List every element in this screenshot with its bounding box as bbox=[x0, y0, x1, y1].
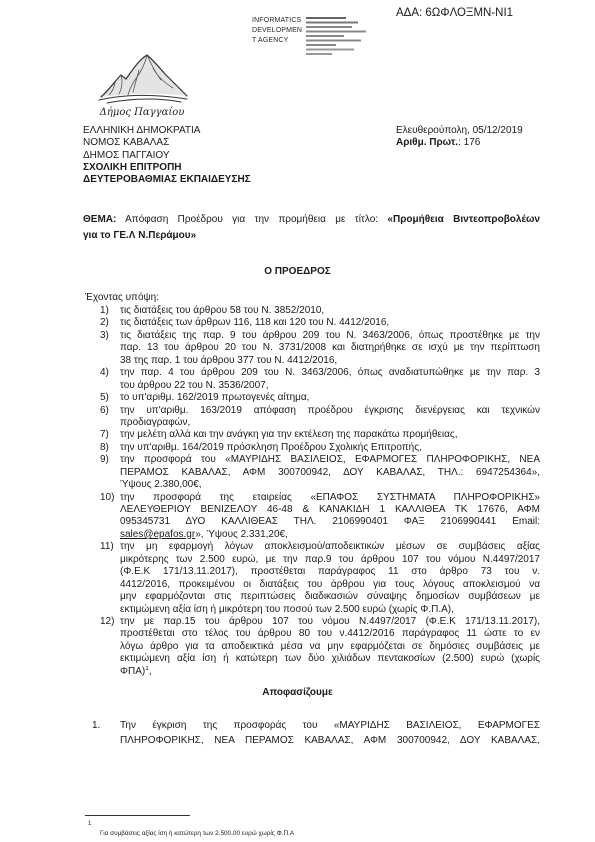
municipality-logo bbox=[95, 50, 190, 120]
footnote-number: 1 bbox=[88, 821, 92, 827]
text-segment: , bbox=[148, 665, 152, 677]
stamp-text-mark bbox=[306, 44, 336, 46]
text-line: λόγω άρθρο για τα αποδεικτικά μέσα να μην εφαρμόζεται σε δημόσιες συμβάσεις με bbox=[120, 640, 540, 652]
text-segment: ΦΠΑ) bbox=[120, 665, 146, 677]
text-line: 095345731 ΔΥΟ ΚΑΛΛΙΘΕΑΣ ΤΗΛ. 2106990401 ΦΑΞ 2106990441 Email: bbox=[120, 516, 540, 528]
item-number: 4) bbox=[100, 367, 109, 379]
decision-heading: Αποφασίζουμε bbox=[262, 687, 333, 698]
item-number: 5) bbox=[100, 392, 109, 404]
item-number: 3) bbox=[100, 329, 109, 341]
text-line: τις διατάξεις του άρθρου 58 του Ν. 3852/2010, bbox=[120, 305, 325, 316]
subject-title: «Προμήθεια Βιντεοπροβολέων bbox=[387, 214, 540, 225]
subject-title-line: για το ΓΕ.Λ Ν.Περάμου» bbox=[83, 230, 197, 241]
mountains-fill bbox=[101, 55, 187, 97]
subject-block bbox=[83, 212, 540, 244]
text-line: ΛΕΛΕΥΘΕΡΙΟΥ ΒΕΝΙΖΕΛΟΥ 46-48 & ΚΑΝΑΚΙΔΗ 1 ΚΑΛΛΙΘΕΑ ΤΚ 17676, ΑΦΜ bbox=[120, 504, 540, 515]
item-number: 1) bbox=[100, 305, 109, 316]
footnote-text: Για συμβάσεις αξίας ίση ή κατώτερη των 2.500,00 ευρώ χωρίς Φ.Π.Α bbox=[100, 830, 295, 837]
signature-stamp-text-marks bbox=[306, 15, 374, 59]
text-line: παρ. 13 του άρθρου 20 του Ν. 3731/2008 και διατηρήθηκε σε ισχύ με την περίπτωση bbox=[120, 342, 540, 354]
item-number: 7) bbox=[100, 429, 109, 441]
stamp-text-mark bbox=[306, 31, 366, 33]
subject-line bbox=[83, 212, 540, 228]
list-item bbox=[100, 317, 540, 329]
text-line: την προσφορά του «ΜΑΥΡΙΔΗΣ ΒΑΣΙΛΕΙΟΣ, ΕΦΑΡΜΟΓΕΣ ΠΛΗΡΟΦΟΡΙΚΗΣ, ΝΕΑ bbox=[120, 454, 540, 466]
agency-line: T AGENCY bbox=[252, 37, 289, 44]
considerations-list bbox=[100, 305, 540, 678]
item-number: 1. bbox=[92, 720, 101, 731]
agency-line: INFORMATICS bbox=[252, 17, 302, 24]
logo-caption: Δήμος Παγγαίου bbox=[99, 107, 185, 118]
text-line: μικρότερης των 2.500 ευρώ, με την παρ.9 του άρθρου 107 του νόμου Ν.4497/2017 bbox=[120, 553, 540, 565]
item-number: 8) bbox=[100, 441, 109, 453]
ada-code: ΑΔΑ: 6ΩΦΛΟΞΜΝ-ΝΙ1 bbox=[396, 7, 514, 19]
text-line: το υπ'αριθμ. 162/2019 πρωτογενές αίτημα, bbox=[120, 392, 310, 404]
list-item bbox=[100, 492, 540, 542]
text-line: μην εφαρμόζονται στις περιπτώσεις διαδικασιών σύναψης δημοσίων συμβάσεων με bbox=[120, 591, 540, 603]
text-line: του άρθρου 22 του Ν. 3536/2007, bbox=[120, 379, 269, 391]
list-item bbox=[100, 392, 540, 404]
text-line: την με παρ.15 του άρθρου 107 του νόμου Ν.4497/2017 (Φ.Ε.Κ 171/13.11.2017), bbox=[120, 615, 540, 627]
email-link[interactable]: sales@epafos.gr bbox=[120, 528, 196, 540]
stamp-text-mark bbox=[306, 17, 346, 19]
protocol-value: : 176 bbox=[458, 137, 481, 149]
text-line: την μελέτη αλλά και την ανάγκη για την εκτέλεση της παρακάτω προμήθειας, bbox=[120, 429, 458, 441]
issuer-line: ΔΕΥΤΕΡΟΒΑΘΜΙΑΣ ΕΚΠΑΙΔΕΥΣΗΣ bbox=[83, 174, 251, 186]
footnote-separator bbox=[85, 815, 190, 816]
text-line: την υπ'αριθμ. 163/2019 απόφαση προέδρου έγκρισης διενέργειας και τεχνικών bbox=[120, 404, 540, 416]
protocol-number bbox=[396, 137, 523, 149]
text-line: Την έγκριση της προσφοράς του «ΜΑΥΡΙΔΗΣ ΒΑΣΙΛΕΙΟΣ, ΕΦΑΡΜΟΓΕΣ bbox=[120, 720, 540, 731]
text-line: την προσφορά της εταιρείας «ΕΠΑΦΟΣ ΣΥΣΤΗΜΑΤΑ ΠΛΗΡΟΦΟΡΙΚΗΣ» bbox=[120, 491, 540, 503]
stamp-text-mark bbox=[306, 35, 344, 37]
text-line: ΠΛΗΡΟΦΟΡΙΚΗΣ, ΝΕΑ ΠΕΡΑΜΟΣ ΚΑΒΑΛΑΣ, ΑΦΜ 300700942, ΔΟΥ ΚΑΒΑΛΑΣ, bbox=[120, 735, 540, 746]
text-line: 4412/2016, προκειμένου οι διατάξεις του άρθρου για τους λόγους αποκλεισμού να bbox=[120, 578, 540, 590]
president-heading: Ο ΠΡΟΕΔΡΟΣ bbox=[264, 266, 331, 277]
list-item bbox=[100, 367, 540, 392]
list-item bbox=[92, 718, 540, 748]
issuer-line: ΝΟΜΟΣ ΚΑΒΑΛΑΣ bbox=[83, 137, 170, 149]
item-number: 12) bbox=[100, 615, 115, 627]
date-protocol-block bbox=[396, 125, 523, 150]
stamp-text-mark bbox=[306, 26, 352, 28]
considerations-intro: Έχοντας υπόψη: bbox=[85, 292, 159, 303]
list-item bbox=[100, 305, 540, 317]
text-line: εκτιμώμενη αξία ίση ή κατώτερη των δύο χιλιάδων πεντακοσίων (2.500) ευρώ (χωρίς bbox=[120, 653, 540, 665]
protocol-label: Αριθμ. Πρωτ. bbox=[396, 137, 459, 149]
text-line: την υπ'αριθμ. 164/2019 πρόσκληση Προέδρου Σχολικής Επιτροπής, bbox=[120, 441, 422, 453]
stamp-text-mark bbox=[306, 22, 358, 24]
text-line: την μη εφαρμογή λόγων αποκλεισμού/αποδεικτικών μέσων σε συμβάσεις αξίας bbox=[120, 541, 540, 553]
subject-label: ΘΕΜΑ: bbox=[83, 214, 117, 225]
item-number: 2) bbox=[100, 317, 109, 329]
list-item bbox=[100, 541, 540, 616]
decision-list bbox=[92, 718, 540, 748]
text-line: Ύψους 2.380,00€, bbox=[120, 479, 202, 491]
issuer-line: ΕΛΛΗΝΙΚΗ ΔΗΜΟΚΡΑΤΙΑ bbox=[83, 125, 201, 136]
item-number: 9) bbox=[100, 454, 109, 466]
place-date: Ελευθερούπολη, 05/12/2019 bbox=[396, 125, 523, 136]
signature-stamp-agency bbox=[252, 16, 302, 46]
text-line: 38 της παρ. 1 του άρθρου 377 του Ν. 4412/2016, bbox=[120, 354, 338, 366]
text-segment: », Ύψους 2.331,20€, bbox=[195, 528, 288, 540]
text-line: τις διατάξεις της παρ. 9 του άρθρου 209 του Ν. 3463/2006, όπως προστέθηκε με την bbox=[120, 329, 540, 341]
list-item bbox=[100, 330, 540, 367]
list-item bbox=[100, 442, 540, 454]
list-item bbox=[100, 429, 540, 441]
text-line bbox=[120, 666, 540, 678]
stamp-text-mark bbox=[306, 49, 354, 51]
text-line: εκτιμώμενη αξία ίση ή μικρότερη του ποσού των 2.500 ευρώ (χωρίς Φ.Π.Α), bbox=[120, 603, 454, 615]
text-line: (Φ.Ε.Κ 171/13.11.2017), προστέθεται παράγραφος 11 στο άρθρο 73 του ν. bbox=[120, 566, 540, 578]
text-line: ΠΕΡΑΜΟΣ ΚΑΒΑΛΑΣ, ΑΦΜ 300700942, ΔΟΥ ΚΑΒΑΛΑΣ, ΤΗΛ.: 6947254364», bbox=[120, 466, 540, 478]
issuer-block bbox=[83, 125, 251, 186]
stamp-text-mark bbox=[306, 53, 332, 55]
text-line: προδιαγραφών, bbox=[120, 416, 191, 428]
logo-base-swoosh bbox=[99, 95, 187, 103]
issuer-line: ΔΗΜΟΣ ΠΑΓΓΑΙΟΥ bbox=[83, 149, 170, 161]
text-line bbox=[120, 529, 540, 541]
list-item bbox=[100, 616, 540, 678]
text-line: την παρ. 4 του άρθρου 209 του Ν. 3463/2006, όπως αναδιατυπώθηκε με την παρ. 3 bbox=[120, 367, 540, 379]
text-line: τις διατάξεις των άρθρων 116, 118 και 120 του Ν. 4412/2016, bbox=[120, 317, 390, 329]
footnote-reference: 1 bbox=[145, 665, 149, 672]
agency-line: DEVELOPMEN bbox=[252, 27, 303, 34]
item-number: 11) bbox=[100, 541, 114, 553]
subject-text: Απόφαση Προέδρου για την προμήθεια με τίτλο: bbox=[125, 214, 379, 225]
text-line: προστέθεται στο τέλος του άρθρου 80 του ν.4412/2016 παράγραφος 11 ώστε το εν bbox=[120, 628, 540, 640]
stamp-text-mark bbox=[306, 40, 361, 42]
item-number: 6) bbox=[100, 404, 109, 416]
list-item bbox=[100, 405, 540, 430]
item-number: 10) bbox=[100, 491, 115, 503]
issuer-line: ΣΧΟΛΙΚΗ ΕΠΙΤΡΟΠΗ bbox=[83, 161, 182, 173]
list-item bbox=[100, 454, 540, 491]
